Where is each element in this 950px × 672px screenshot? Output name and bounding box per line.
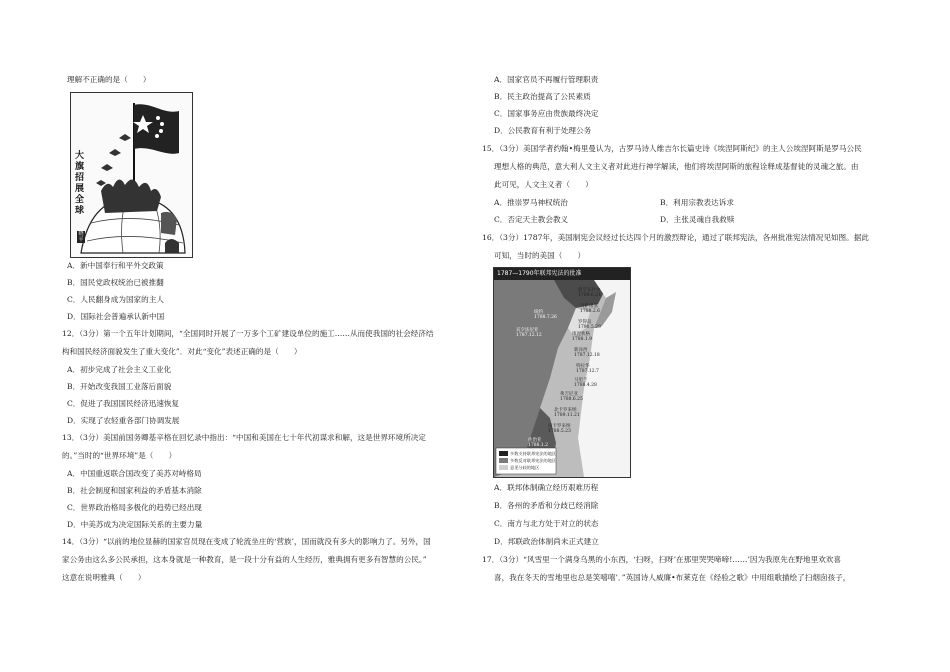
q12-option-b: B．开始改变我国工业落后面貌 (67, 382, 172, 391)
q16-stem-line: 16．（3分）1787年，美国制宪会议经过长达四个月的激烈辩论，通过了联邦宪法，各州批准宪法情况见如图。据此 (482, 233, 869, 242)
map-state-label: 特拉华 1787.12.7 (576, 364, 599, 374)
q14-option-b: B．民主政治提高了公民素质 (494, 92, 591, 101)
map-state-label: 宾夕法尼亚 1787.12.12 (516, 328, 542, 338)
q17-stem-line: 喜，我在冬天的雪地里也总是笑嘻嘻’．”英国诗人威廉•布莱克在《经验之歌》中用组歌描绘了扫烟囱孩子， (494, 573, 851, 582)
q16-option-d: D．邦联政治体制尚未正式建立 (494, 537, 599, 546)
q16-ratification-map (493, 267, 631, 478)
map-legend-item: 多数支持联邦宪法的地区 (510, 451, 557, 456)
poster-slogan (75, 151, 85, 217)
q15-option-d: D．主张灵魂自我救赎 (660, 215, 735, 224)
poster-illustration (71, 93, 192, 257)
map-illustration (494, 268, 630, 477)
q15-option-a: A．推崇罗马神权统治 (494, 198, 568, 207)
q12-option-a: A．初步完成了社会主义工业化 (67, 365, 172, 374)
map-state-label: 纽约 1788.7.26 (534, 310, 557, 320)
q15-option-b: B．利用宗教表达诉求 (660, 198, 734, 207)
q11-option-c: C．人民翻身成为国家的主人 (67, 295, 164, 304)
q14-stem-line: 家公务由这么多公民承担，这本身就是一种教育，是一段十分有益的人生经历，雅典拥有更多有智慧的公民。” (62, 555, 427, 564)
q14-option-c: C．国家事务应由贵族最终决定 (494, 109, 599, 118)
poster-slogan-line: 全球 (75, 195, 85, 216)
map-title: 1787—1790年联邦宪法的批准 (494, 268, 631, 280)
q11-option-d: D．国际社会普遍承认新中国 (67, 312, 165, 321)
q15-stem-line: 理想人格的典范，意大利人文主义者对此进行神学解读，他们将埃涅阿斯的旅程诠释成基督徒的灵魂之旅。由 (494, 162, 859, 171)
q16-stem-line: 可知，当时的美国（ ） (494, 251, 586, 260)
q11-option-b: B．国民党政权统治已被推翻 (67, 278, 164, 287)
q13-option-b: B．社会制度和国家利益的矛盾基本消除 (67, 486, 202, 495)
q13-option-d: D．中美苏成为决定国际关系的主要力量 (67, 520, 203, 529)
q16-option-a: A．联邦体制确立经历艰难历程 (494, 483, 599, 492)
poster-signature: 晓平 (78, 231, 84, 243)
map-state-label: 弗吉尼亚 1788.6.25 (560, 392, 583, 402)
q12-stem-line: 12．（3分）第一个五年计划期间，“全国同时开展了一万多个工矿建设单位的施工……从而使我国的社会经济结 (62, 329, 434, 338)
q11-poster-image (70, 92, 193, 258)
q13-option-a: A．中国重返联合国改变了美苏对峙格局 (67, 469, 202, 478)
map-state-label: 佐治亚 1788.1.2 (528, 438, 549, 448)
map-legend-item: 意见分歧的地区 (510, 465, 540, 470)
map-state-label: 马萨诸塞 1788.2.6 (580, 304, 601, 314)
map-state-label: 康涅狄格 1788.1.9 (572, 332, 593, 342)
map-state-label: 北卡罗来纳 1789.11.21 (554, 408, 580, 418)
q15-stem-line: 此可见，人文主义者（ ） (494, 180, 593, 189)
poster-slogan-line: 招展 (75, 173, 85, 194)
map-state-label: 马里兰 1788.4.28 (574, 378, 597, 388)
map-state-label: 新泽西 1787.12.18 (574, 348, 600, 358)
poster-slogan-line: 大旗 (75, 151, 85, 172)
q16-option-c: C．南方与北方处于对立的状态 (494, 519, 599, 528)
map-state-label: 南卡罗来纳 1788.5.23 (548, 424, 571, 434)
map-state-label: 罗得岛 1790.5.29 (578, 320, 601, 330)
q13-stem-line: 的。”当时的“世界环境”是（ ） (62, 451, 177, 460)
q15-option-c: C．否定天主教会教义 (494, 215, 569, 224)
q14-option-d: D．公民教育有利于处理公务 (494, 126, 592, 135)
q16-option-b: B．各州的矛盾和分歧已经消除 (494, 501, 599, 510)
q13-stem-line: 13．（3分）美国前国务卿基辛格在回忆录中指出：“中国和美国在七十年代初谋求和解，这是世界环境所决定 (62, 433, 426, 442)
q13-option-c: C．世界政治格局多极化的趋势已经出现 (67, 503, 202, 512)
q12-stem-line: 构和国民经济面貌发生了重大变化”．对此“变化”表述正确的是（ ） (62, 347, 302, 356)
q15-stem-line: 15．（3分）美国学者约翰•梅里曼认为，古罗马诗人维吉尔长篇史诗《埃涅阿斯纪》的主人公埃涅阿斯是罗马公民 (482, 144, 862, 153)
q11-option-a: A．新中国奉行和平外交政策 (67, 261, 164, 270)
map-legend (510, 450, 556, 471)
map-legend-item: 多数反对联邦宪法的地区 (510, 458, 557, 463)
q12-option-d: D．实现了农轻重各部门协调发展 (67, 416, 180, 425)
q12-option-c: C．促进了我国国民经济迅速恢复 (67, 399, 180, 408)
q14-option-a: A．国家官员不再履行管理职责 (494, 75, 599, 84)
q14-stem-line: 这意在说明雅典（ ） (62, 573, 146, 582)
map-state-label: 新罕布什尔 1788.6.21 (578, 288, 601, 298)
q11-stem-tail: 理解不正确的是（ ） (67, 75, 151, 84)
q17-stem-line: 17．（3分）“风雪里一个满身乌黑的小东西，‘扫呀，扫呀’在那里哭哭啼啼!……’因为我原先在野地里欢欢喜 (482, 555, 841, 564)
q14-stem-line: 14．（3分）“以前的地位显赫的国家官员现在变成了轮流坐庄的‘营族’，国而就没有多大的影响力了。另外，国 (62, 537, 431, 546)
